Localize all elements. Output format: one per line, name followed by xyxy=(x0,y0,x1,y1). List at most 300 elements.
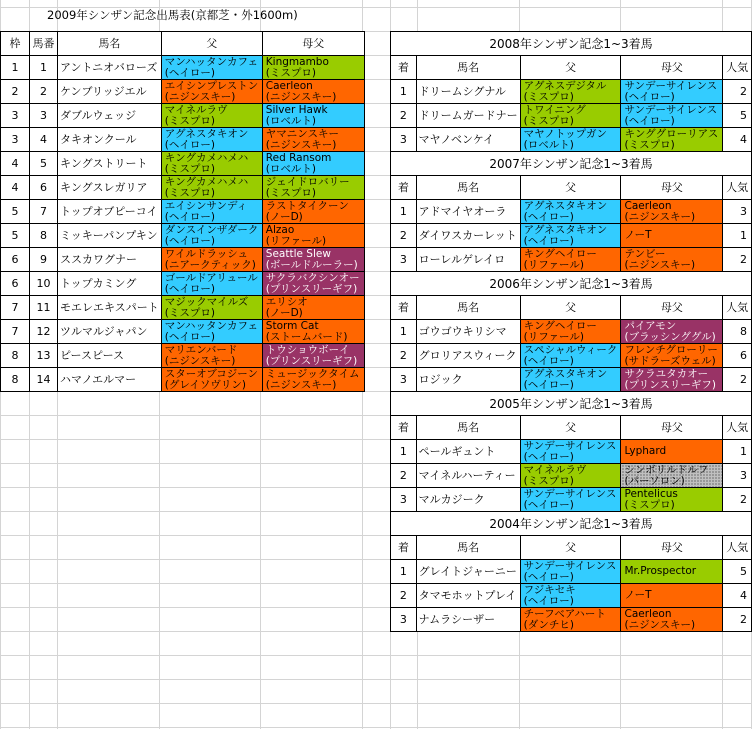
sire-cell-line: (ミスプロ) xyxy=(164,114,215,127)
sire-cell-line: (ヘイロー) xyxy=(164,330,215,343)
results-section-title[interactable]: 2005年シンザン記念1~3着馬 xyxy=(391,392,752,416)
umaban-cell[interactable]: 8 xyxy=(30,224,58,248)
umaban-cell[interactable]: 2 xyxy=(30,80,58,104)
result-row xyxy=(391,464,752,488)
waku-cell[interactable]: 6 xyxy=(1,248,30,272)
sire-cell[interactable] xyxy=(161,344,262,368)
horse-name-cell[interactable]: トップオブピーコイ xyxy=(58,200,162,224)
dam-sire-cell-line: フレンチグローリー xyxy=(624,343,718,356)
dam-sire-cell-line: ノーT xyxy=(624,229,652,241)
sire-cell[interactable] xyxy=(161,104,262,128)
entry-row xyxy=(1,56,365,80)
dam-sire-cell[interactable] xyxy=(621,368,723,392)
horse-name-cell[interactable]: ダイワスカーレット xyxy=(416,224,520,248)
umaban-cell[interactable]: 5 xyxy=(30,152,58,176)
rank-cell[interactable]: 2 xyxy=(391,584,417,608)
sire-cell-line: アグネスタキオン xyxy=(164,127,249,140)
header-rank[interactable]: 着 xyxy=(391,56,417,80)
waku-cell[interactable]: 4 xyxy=(1,176,30,200)
dam-sire-cell[interactable] xyxy=(262,200,364,224)
dam-sire-cell[interactable] xyxy=(262,224,364,248)
sire-cell[interactable] xyxy=(520,80,621,104)
waku-cell[interactable]: 8 xyxy=(1,344,30,368)
dam-sire-cell[interactable] xyxy=(262,368,364,392)
sire-cell-line: (ヘイロー) xyxy=(523,594,574,607)
header-umaban[interactable]: 馬番 xyxy=(30,32,58,56)
rank-cell[interactable]: 3 xyxy=(391,128,417,152)
dam-sire-cell[interactable] xyxy=(621,464,723,488)
umaban-cell[interactable]: 1 xyxy=(30,56,58,80)
dam-sire-cell-line: シンボリルドルフ xyxy=(624,463,709,476)
popularity-cell[interactable]: 2 xyxy=(723,248,752,272)
dam-sire-cell-line: Mr.Prospector xyxy=(624,565,697,577)
results-section-title[interactable]: 2004年シンザン記念1~3着馬 xyxy=(391,512,752,536)
waku-cell[interactable]: 3 xyxy=(1,104,30,128)
popularity-cell[interactable]: 4 xyxy=(723,128,752,152)
horse-name-cell[interactable]: ダブルウェッジ xyxy=(58,104,162,128)
sire-cell-line: スターオブコジーン xyxy=(164,367,259,380)
horse-name-cell[interactable]: タマモホットプレイ xyxy=(416,584,520,608)
sire-cell-line: アグネスデジタル xyxy=(523,79,607,92)
dam-sire-cell-line: Kingmambo xyxy=(265,55,329,68)
horse-name-cell[interactable]: ナムラシーザー xyxy=(416,608,520,632)
header-dam-sire[interactable]: 母父 xyxy=(621,176,723,200)
header-popularity[interactable]: 人気 xyxy=(723,56,752,80)
rank-cell[interactable]: 3 xyxy=(391,368,417,392)
sire-cell-line: フジキセキ xyxy=(523,583,576,596)
dam-sire-cell-line: Silver Hawk xyxy=(265,103,328,116)
result-row xyxy=(391,488,752,512)
rank-cell[interactable]: 2 xyxy=(391,104,417,128)
sire-cell-line: ダンスインザダーク xyxy=(164,223,259,236)
dam-sire-cell[interactable] xyxy=(621,224,723,248)
sire-cell-line: (ヘイロー) xyxy=(523,570,574,583)
sire-cell[interactable] xyxy=(520,344,621,368)
sire-cell[interactable] xyxy=(520,368,621,392)
popularity-cell[interactable]: 1 xyxy=(723,440,752,464)
popularity-cell[interactable]: 5 xyxy=(723,104,752,128)
dam-sire-cell[interactable] xyxy=(621,560,723,584)
results-header-row xyxy=(391,176,752,200)
dam-sire-cell[interactable] xyxy=(262,80,364,104)
popularity-cell[interactable]: 2 xyxy=(723,608,752,632)
sire-cell-line: (ヘイロー) xyxy=(523,210,574,223)
dam-sire-cell[interactable] xyxy=(262,176,364,200)
dam-sire-cell-line: パイアモン xyxy=(624,319,677,332)
sire-cell-line: (グレイソヴリン) xyxy=(164,378,246,391)
horse-name-cell[interactable]: グレイトジャーニー xyxy=(416,560,520,584)
header-horse[interactable]: 馬名 xyxy=(416,416,520,440)
rank-cell[interactable]: 3 xyxy=(391,608,417,632)
header-sire[interactable]: 父 xyxy=(520,176,621,200)
dam-sire-cell[interactable] xyxy=(621,200,723,224)
sire-cell[interactable] xyxy=(161,176,262,200)
header-rank[interactable]: 着 xyxy=(391,536,417,560)
rank-cell[interactable]: 3 xyxy=(391,248,417,272)
entries-table xyxy=(0,31,365,392)
results-header-row xyxy=(391,416,752,440)
dam-sire-cell[interactable] xyxy=(621,80,723,104)
dam-sire-cell-line: トウショウボーイ xyxy=(265,343,350,356)
sire-cell[interactable] xyxy=(520,560,621,584)
result-row xyxy=(391,344,752,368)
results-table xyxy=(390,31,752,632)
header-sire[interactable]: 父 xyxy=(520,416,621,440)
waku-cell[interactable]: 2 xyxy=(1,80,30,104)
horse-name-cell[interactable]: キングストリート xyxy=(58,152,162,176)
waku-cell[interactable]: 5 xyxy=(1,224,30,248)
sire-cell-line: (ミスプロ) xyxy=(523,114,574,127)
dam-sire-cell-line: ラストタイクーン xyxy=(265,199,349,212)
header-dam-sire[interactable]: 母父 xyxy=(621,536,723,560)
dam-sire-cell-line: (ミスプロ) xyxy=(265,66,316,79)
sire-cell-line: アグネスタキオン xyxy=(523,223,608,236)
dam-sire-cell[interactable] xyxy=(621,344,723,368)
dam-sire-cell[interactable] xyxy=(621,440,723,464)
horse-name-cell[interactable]: ツルマルジャパン xyxy=(58,320,162,344)
sire-cell-line: マヤノトップガン xyxy=(523,127,608,140)
dam-sire-cell[interactable] xyxy=(262,56,364,80)
sire-cell[interactable] xyxy=(520,104,621,128)
horse-name-cell[interactable]: アドマイヤオーラ xyxy=(416,200,520,224)
sire-cell-line: (ヘイロー) xyxy=(164,282,215,295)
header-popularity[interactable]: 人気 xyxy=(723,536,752,560)
sire-cell[interactable] xyxy=(161,56,262,80)
popularity-cell[interactable]: 1 xyxy=(723,224,752,248)
sire-cell-line: (ニアークティック) xyxy=(164,258,256,271)
dam-sire-cell-line: テンビー xyxy=(624,247,666,260)
sire-cell[interactable] xyxy=(520,248,621,272)
header-horse[interactable]: 馬名 xyxy=(416,536,520,560)
header-dam-sire[interactable]: 母父 xyxy=(621,296,723,320)
entry-row xyxy=(1,104,365,128)
header-waku[interactable]: 枠 xyxy=(1,32,30,56)
dam-sire-cell-line: (ブラッシンググル) xyxy=(624,330,716,343)
dam-sire-cell-line: (プリンスリーギフ) xyxy=(265,282,358,295)
dam-sire-cell-line: (パーソロン) xyxy=(624,474,685,487)
sire-cell-line: トワイニング xyxy=(523,103,586,116)
sire-cell-line: キングカメハメハ xyxy=(164,175,249,188)
dam-sire-cell-line: Storm Cat xyxy=(265,319,319,332)
dam-sire-cell[interactable] xyxy=(262,104,364,128)
result-row xyxy=(391,560,752,584)
dam-sire-cell-line: (リファール) xyxy=(265,234,327,247)
entry-row xyxy=(1,176,365,200)
header-sire[interactable]: 父 xyxy=(520,536,621,560)
umaban-cell[interactable]: 10 xyxy=(30,272,58,296)
dam-sire-cell-line: (ロベルト) xyxy=(265,114,316,127)
header-dam-sire[interactable]: 母父 xyxy=(262,32,364,56)
results-section-title[interactable]: 2006年シンザン記念1~3着馬 xyxy=(391,272,752,296)
popularity-cell[interactable]: 2 xyxy=(723,488,752,512)
popularity-cell[interactable]: 3 xyxy=(723,200,752,224)
dam-sire-cell-line: (ボールドルーラー) xyxy=(265,258,358,271)
horse-name-cell[interactable]: トップカミング xyxy=(58,272,162,296)
result-row xyxy=(391,368,752,392)
results-section-title[interactable]: 2008年シンザン記念1~3着馬 xyxy=(391,32,752,56)
sire-cell[interactable] xyxy=(161,224,262,248)
popularity-cell[interactable]: 2 xyxy=(723,368,752,392)
dam-sire-cell-line: サンデーサイレンス xyxy=(624,103,718,116)
dam-sire-cell-line: Lyphard xyxy=(624,445,667,457)
horse-name-cell[interactable]: ペールギュント xyxy=(416,440,520,464)
popularity-cell[interactable]: 5 xyxy=(723,560,752,584)
sire-cell[interactable] xyxy=(520,488,621,512)
sire-cell-line: サンデーサイレンス xyxy=(523,439,617,452)
horse-name-cell[interactable]: モエレエキスパート xyxy=(58,296,162,320)
dam-sire-cell-line: (ヘイロー) xyxy=(624,90,675,103)
dam-sire-cell[interactable] xyxy=(621,488,723,512)
dam-sire-cell[interactable] xyxy=(262,296,364,320)
rank-cell[interactable]: 3 xyxy=(391,488,417,512)
horse-name-cell[interactable]: ススカワグナー xyxy=(58,248,162,272)
dam-sire-cell-line: (プリンスリーギフ) xyxy=(624,378,716,391)
dam-sire-cell-line: キンググローリアス xyxy=(624,127,719,140)
rank-cell[interactable]: 1 xyxy=(391,440,417,464)
umaban-cell[interactable]: 3 xyxy=(30,104,58,128)
popularity-cell[interactable]: 4 xyxy=(723,584,752,608)
header-popularity[interactable]: 人気 xyxy=(723,416,752,440)
sire-cell-line: ゴールドアリュール xyxy=(164,271,258,284)
horse-name-cell[interactable]: マイネルハーティー xyxy=(416,464,520,488)
sire-cell-line: (リファール) xyxy=(523,258,584,271)
header-popularity[interactable]: 人気 xyxy=(723,296,752,320)
horse-name-cell[interactable]: ロジック xyxy=(416,368,520,392)
dam-sire-cell[interactable] xyxy=(262,320,364,344)
sire-cell-line: (ミスプロ) xyxy=(523,474,574,487)
rank-cell[interactable]: 1 xyxy=(391,200,417,224)
horse-name-cell[interactable]: マルカジーク xyxy=(416,488,520,512)
horse-name-cell[interactable]: ミッキーパンプキン xyxy=(58,224,162,248)
dam-sire-cell-line: Red Ransom xyxy=(265,151,332,164)
dam-sire-cell-line: Seattle Slew xyxy=(265,247,331,260)
umaban-cell[interactable]: 9 xyxy=(30,248,58,272)
popularity-cell[interactable]: 3 xyxy=(723,464,752,488)
horse-name-cell[interactable]: ピースピース xyxy=(58,344,162,368)
header-dam-sire[interactable]: 母父 xyxy=(621,56,723,80)
sire-cell-line: (ヘイロー) xyxy=(523,354,574,367)
sire-cell[interactable] xyxy=(161,248,262,272)
dam-sire-cell[interactable] xyxy=(621,248,723,272)
umaban-cell[interactable]: 12 xyxy=(30,320,58,344)
dam-sire-cell[interactable] xyxy=(621,584,723,608)
header-sire[interactable]: 父 xyxy=(520,296,621,320)
horse-name-cell[interactable]: ドリームシグナル xyxy=(416,80,520,104)
dam-sire-cell-line: (ミスプロ) xyxy=(624,138,675,151)
sire-cell-line: キングカメハメハ xyxy=(164,151,249,164)
header-horse[interactable]: 馬名 xyxy=(416,176,520,200)
umaban-cell[interactable]: 6 xyxy=(30,176,58,200)
waku-cell[interactable]: 5 xyxy=(1,200,30,224)
dam-sire-cell-line: Caerleon xyxy=(624,607,672,620)
dam-sire-cell-line: (ノーD) xyxy=(265,306,303,319)
sire-cell-line: マンハッタンカフェ xyxy=(164,319,259,332)
umaban-cell[interactable]: 7 xyxy=(30,200,58,224)
sire-cell-line: (ヘイロー) xyxy=(523,234,574,247)
sire-cell[interactable] xyxy=(161,272,262,296)
horse-name-cell[interactable]: アントニオバローズ xyxy=(58,56,162,80)
sire-cell-line: (ヘイロー) xyxy=(164,66,215,79)
dam-sire-cell[interactable] xyxy=(621,128,723,152)
dam-sire-cell-line: サクラバクシンオー xyxy=(265,271,360,284)
dam-sire-cell-line: (サドラーズウェル) xyxy=(624,354,716,367)
entry-row xyxy=(1,224,365,248)
header-horse[interactable]: 馬名 xyxy=(416,296,520,320)
entry-row xyxy=(1,272,365,296)
sire-cell[interactable] xyxy=(161,296,262,320)
entries-header-row xyxy=(1,32,365,56)
header-rank[interactable]: 着 xyxy=(391,416,417,440)
horse-name-cell[interactable]: グロリアスウィーク xyxy=(416,344,520,368)
sire-cell[interactable] xyxy=(520,200,621,224)
sire-cell-line: (ニジンスキー) xyxy=(164,354,236,367)
dam-sire-cell-line: (ニジンスキー) xyxy=(624,258,696,271)
sire-cell-line: (ヘイロー) xyxy=(523,378,574,391)
horse-name-cell[interactable]: ケンブリッジエル xyxy=(58,80,162,104)
horse-name-cell[interactable]: マヤノベンケイ xyxy=(416,128,520,152)
sire-cell-line: チーフベアハート xyxy=(523,607,606,620)
entry-row xyxy=(1,200,365,224)
sire-cell-line: (ヘイロー) xyxy=(164,210,215,223)
sire-cell[interactable] xyxy=(161,320,262,344)
dam-sire-cell[interactable] xyxy=(262,248,364,272)
sire-cell-line: (ヘイロー) xyxy=(164,138,215,151)
horse-name-cell[interactable]: タキオンクール xyxy=(58,128,162,152)
sheet-title: 2009年シンザン記念出馬表(京都芝・外1600m) xyxy=(47,8,298,22)
header-rank[interactable]: 着 xyxy=(391,176,417,200)
sire-cell-line: (ミスプロ) xyxy=(164,186,215,199)
sire-cell-line: アグネスタキオン xyxy=(523,199,608,212)
dam-sire-cell[interactable] xyxy=(621,608,723,632)
waku-cell[interactable]: 8 xyxy=(1,368,30,392)
dam-sire-cell[interactable] xyxy=(262,272,364,296)
sire-cell-line: ワイルドラッシュ xyxy=(164,247,249,260)
sire-cell-line: (ヘイロー) xyxy=(523,450,574,463)
dam-sire-cell-line: Caerleon xyxy=(265,79,313,92)
header-horse[interactable]: 馬名 xyxy=(416,56,520,80)
sire-cell[interactable] xyxy=(520,224,621,248)
sire-cell-line: キングヘイロー xyxy=(523,319,597,332)
result-row xyxy=(391,224,752,248)
dam-sire-cell[interactable] xyxy=(621,104,723,128)
dam-sire-cell-line: (ニジンスキー) xyxy=(265,378,337,391)
header-sire[interactable]: 父 xyxy=(161,32,262,56)
dam-sire-cell-line: (ニジンスキー) xyxy=(624,210,696,223)
horse-name-cell[interactable]: キングスレガリア xyxy=(58,176,162,200)
popularity-cell[interactable]: 8 xyxy=(723,320,752,344)
sire-cell[interactable] xyxy=(520,128,621,152)
entry-row xyxy=(1,320,365,344)
rank-cell[interactable]: 1 xyxy=(391,80,417,104)
sire-cell[interactable] xyxy=(161,80,262,104)
rank-cell[interactable]: 2 xyxy=(391,224,417,248)
horse-name-cell[interactable]: ゴウゴウキリシマ xyxy=(416,320,520,344)
popularity-cell[interactable]: 6 xyxy=(723,344,752,368)
dam-sire-cell-line: ミュージックタイム xyxy=(265,367,360,380)
rank-cell[interactable]: 1 xyxy=(391,320,417,344)
result-row xyxy=(391,608,752,632)
sire-cell[interactable] xyxy=(520,464,621,488)
waku-cell[interactable]: 7 xyxy=(1,320,30,344)
entry-row xyxy=(1,296,365,320)
dam-sire-cell-line: (ヘイロー) xyxy=(624,114,675,127)
sire-cell[interactable] xyxy=(520,320,621,344)
dam-sire-cell-line: (ニジンスキー) xyxy=(624,618,696,631)
umaban-cell[interactable]: 11 xyxy=(30,296,58,320)
results-section-title-row xyxy=(391,152,752,176)
waku-cell[interactable]: 1 xyxy=(1,56,30,80)
header-dam-sire[interactable]: 母父 xyxy=(621,416,723,440)
header-horse[interactable]: 馬名 xyxy=(58,32,162,56)
dam-sire-cell-line: Pentelicus xyxy=(624,487,678,500)
header-popularity[interactable]: 人気 xyxy=(723,176,752,200)
umaban-cell[interactable]: 13 xyxy=(30,344,58,368)
sire-cell[interactable] xyxy=(520,608,621,632)
rank-cell[interactable]: 2 xyxy=(391,344,417,368)
result-row xyxy=(391,80,752,104)
horse-name-cell[interactable]: ドリームガードナー xyxy=(416,104,520,128)
sire-cell-line: (ニジンスキー) xyxy=(164,90,236,103)
horse-name-cell[interactable]: ハマノエルマー xyxy=(58,368,162,392)
sire-cell-line: サンデーサイレンス xyxy=(523,487,617,500)
sire-cell-line: (ミスプロ) xyxy=(164,162,215,175)
sire-cell-line: マンハッタンカフェ xyxy=(164,55,259,68)
sire-cell[interactable] xyxy=(161,368,262,392)
umaban-cell[interactable]: 14 xyxy=(30,368,58,392)
umaban-cell[interactable]: 4 xyxy=(30,128,58,152)
sire-cell-line: (ロベルト) xyxy=(523,138,574,151)
sire-cell[interactable] xyxy=(161,128,262,152)
result-row xyxy=(391,584,752,608)
dam-sire-cell-line: エリシオ xyxy=(265,295,308,308)
header-rank[interactable]: 着 xyxy=(391,296,417,320)
sire-cell-line: マジックマイルズ xyxy=(164,295,249,308)
sire-cell-line: アグネスタキオン xyxy=(523,367,608,380)
dam-sire-cell[interactable] xyxy=(262,152,364,176)
dam-sire-cell-line: Caerleon xyxy=(624,199,672,212)
sire-cell[interactable] xyxy=(161,200,262,224)
result-row xyxy=(391,248,752,272)
rank-cell[interactable]: 1 xyxy=(391,560,417,584)
sire-cell-line: (ダンチヒ) xyxy=(523,618,574,631)
results-section-title-row xyxy=(391,392,752,416)
sire-cell-line: (ヘイロー) xyxy=(523,498,574,511)
sire-cell[interactable] xyxy=(520,584,621,608)
header-sire[interactable]: 父 xyxy=(520,56,621,80)
entry-row xyxy=(1,80,365,104)
waku-cell[interactable]: 7 xyxy=(1,296,30,320)
entry-row xyxy=(1,128,365,152)
dam-sire-cell[interactable] xyxy=(262,344,364,368)
waku-cell[interactable]: 6 xyxy=(1,272,30,296)
rank-cell[interactable]: 2 xyxy=(391,464,417,488)
waku-cell[interactable]: 4 xyxy=(1,152,30,176)
sire-cell-line: エイシンプレストン xyxy=(164,79,259,92)
popularity-cell[interactable]: 2 xyxy=(723,80,752,104)
sire-cell-line: マイネルラヴ xyxy=(523,463,587,476)
dam-sire-cell[interactable] xyxy=(621,320,723,344)
sire-cell-line: (ミスプロ) xyxy=(164,306,215,319)
results-section-title[interactable]: 2007年シンザン記念1~3着馬 xyxy=(391,152,752,176)
horse-name-cell[interactable]: ローレルゲレイロ xyxy=(416,248,520,272)
result-row xyxy=(391,320,752,344)
results-section-title-row xyxy=(391,512,752,536)
results-header-row xyxy=(391,536,752,560)
waku-cell[interactable]: 3 xyxy=(1,128,30,152)
dam-sire-cell[interactable] xyxy=(262,128,364,152)
sire-cell[interactable] xyxy=(520,440,621,464)
sire-cell[interactable] xyxy=(161,152,262,176)
